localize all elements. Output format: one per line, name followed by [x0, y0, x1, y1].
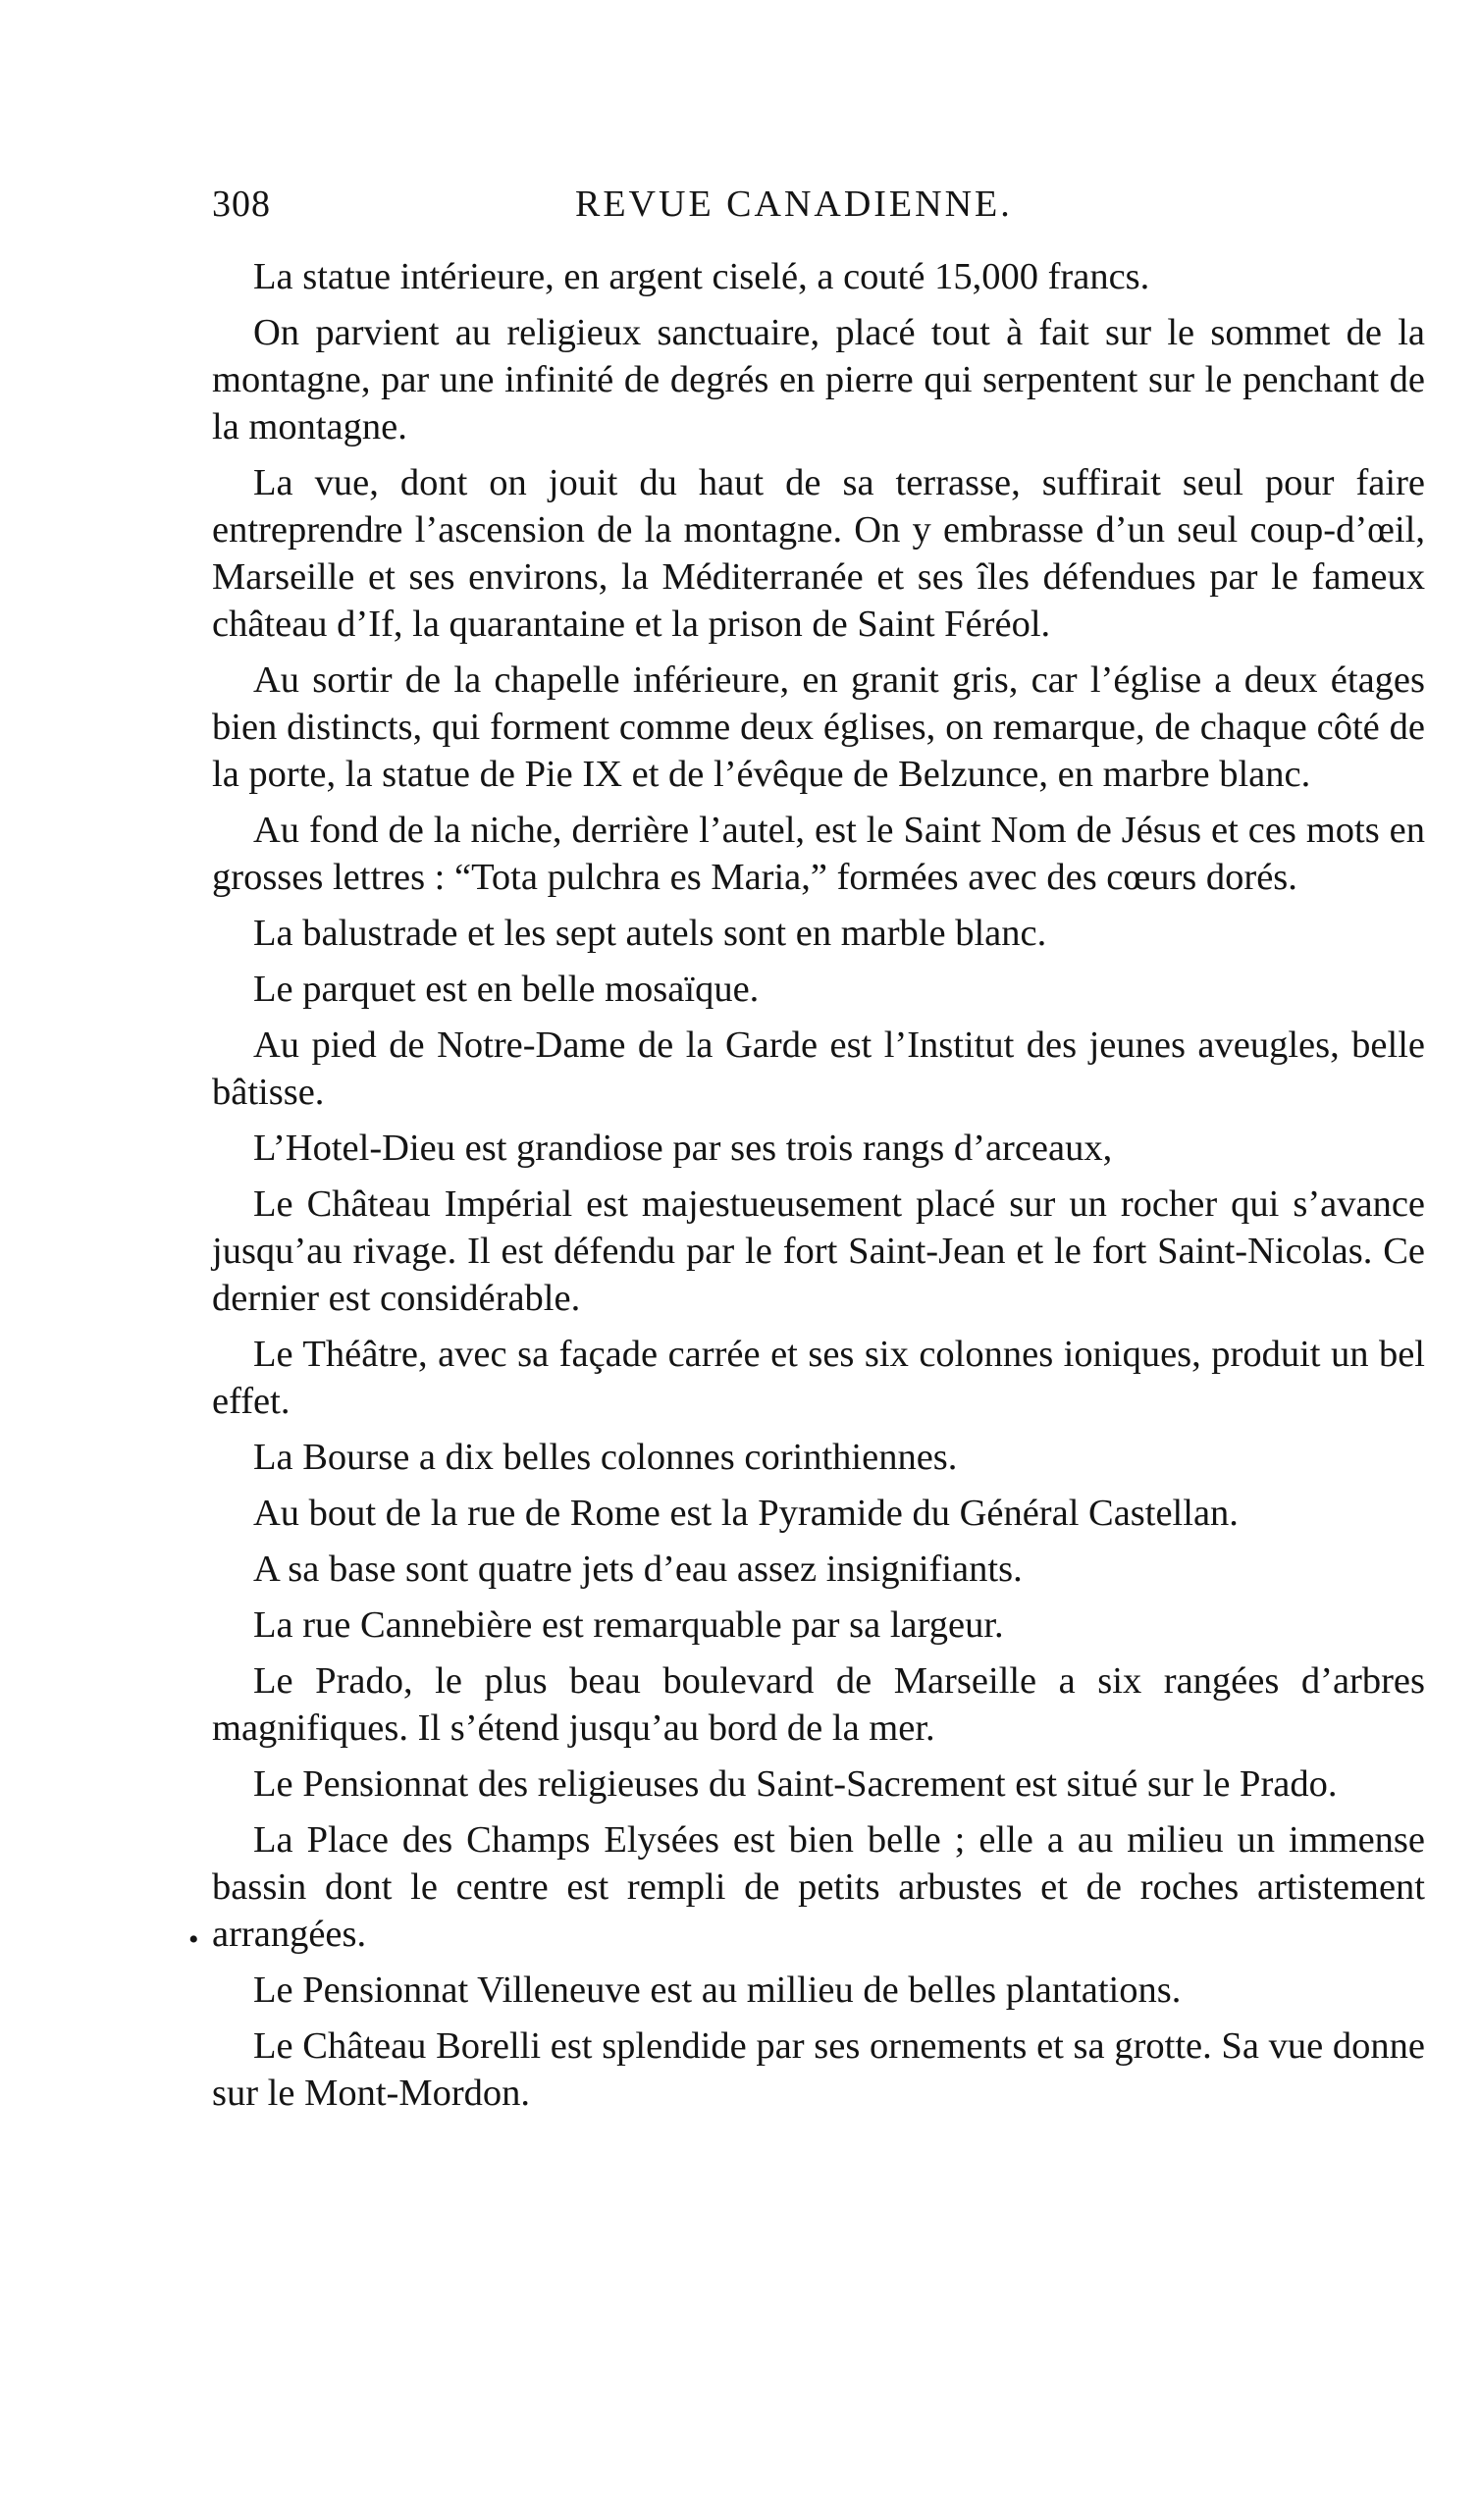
- paragraph-champs-elysees: La Place des Champs Elysées est bien belle ; elle a au milieu un immense bassin dont le centre est rempli de petits arbustes et de roches artistement arrangées.: [212, 1819, 1425, 1955]
- paragraph-cannebiere: La rue Cannebière est remarquable par sa largeur.: [253, 1604, 1004, 1646]
- margin-ink-speck: •: [188, 1923, 199, 1956]
- paragraph-balustrade: La balustrade et les sept autels sont en marble blanc.: [253, 913, 1047, 954]
- paragraph-institut-aveugles: Au pied de Notre-Dame de la Garde est l’Institut des jeunes aveugles, belle bâtisse.: [212, 1024, 1425, 1113]
- paragraph-sanctuaire: On parvient au religieux sanctuaire, placé tout à fait sur le sommet de la montagne, par une infinité de degrés en pierre qui serpentent sur le penchant de la montagne.: [212, 312, 1425, 447]
- paragraph-pensionnat-villeneuve: Le Pensionnat Villeneuve est au millieu de belles plantations.: [253, 1969, 1182, 2011]
- paragraph-pyramide: Au bout de la rue de Rome est la Pyramide du Général Castellan.: [253, 1493, 1239, 1534]
- paragraph-vue-terrasse: La vue, dont on jouit du haut de sa terrasse, suffirait seul pour faire entreprendre l’ascension de la montagne. On y embrasse d’un seul coup-d’œil, Marseille et ses environs, la Méditerranée et ses îles défendues par le fameux château d’If, la quarantaine et la prison de Saint Féréol.: [212, 462, 1425, 645]
- running-title: REVUE CANADIENNE.: [575, 184, 1013, 225]
- paragraph-chateau-borelli: Le Château Borelli est splendide par ses ornements et sa grotte. Sa vue donne sur le Mont-Mordon.: [212, 2025, 1425, 2114]
- paragraph-theatre: Le Théâtre, avec sa façade carrée et ses six colonnes ioniques, produit un bel effet.: [212, 1334, 1425, 1422]
- paragraph-statue: La statue intérieure, en argent ciselé, a couté 15,000 francs.: [253, 256, 1150, 297]
- paragraph-pensionnat-saint-sacrement: Le Pensionnat des religieuses du Saint-Sacrement est situé sur le Prado.: [253, 1763, 1338, 1805]
- paragraph-jets-eau: A sa base sont quatre jets d’eau assez insignifiants.: [253, 1549, 1023, 1590]
- page-number: 308: [212, 184, 271, 225]
- paragraph-niche-autel: Au fond de la niche, derrière l’autel, est le Saint Nom de Jésus et ces mots en grosses lettres : “Tota pulchra es Maria,” formées avec des cœurs dorés.: [212, 810, 1425, 898]
- paragraph-prado: Le Prado, le plus beau boulevard de Marseille a six rangées d’arbres magnifiques. Il s’étend jusqu’au bord de la mer.: [212, 1660, 1425, 1749]
- page-header: [212, 175, 1419, 234]
- paragraph-chapelle-inferieure: Au sortir de la chapelle inférieure, en granit gris, car l’église a deux étages bien distincts, qui forment comme deux églises, on remarque, de chaque côté de la porte, la statue de Pie IX et de l’évêque de Belzunce, en marbre blanc.: [212, 659, 1425, 795]
- paragraph-bourse: La Bourse a dix belles colonnes corinthiennes.: [253, 1437, 958, 1478]
- paragraph-hotel-dieu: L’Hotel-Dieu est grandiose par ses trois rangs d’arceaux,: [253, 1128, 1113, 1169]
- paragraph-parquet: Le parquet est en belle mosaïque.: [253, 969, 760, 1010]
- paragraph-chateau-imperial: Le Château Impérial est majestueusement placé sur un rocher qui s’avance jusqu’au rivage. Il est défendu par le fort Saint-Jean et le fort Saint-Nicolas. Ce dernier est considérable.: [212, 1183, 1425, 1319]
- page-body: [212, 253, 1425, 2126]
